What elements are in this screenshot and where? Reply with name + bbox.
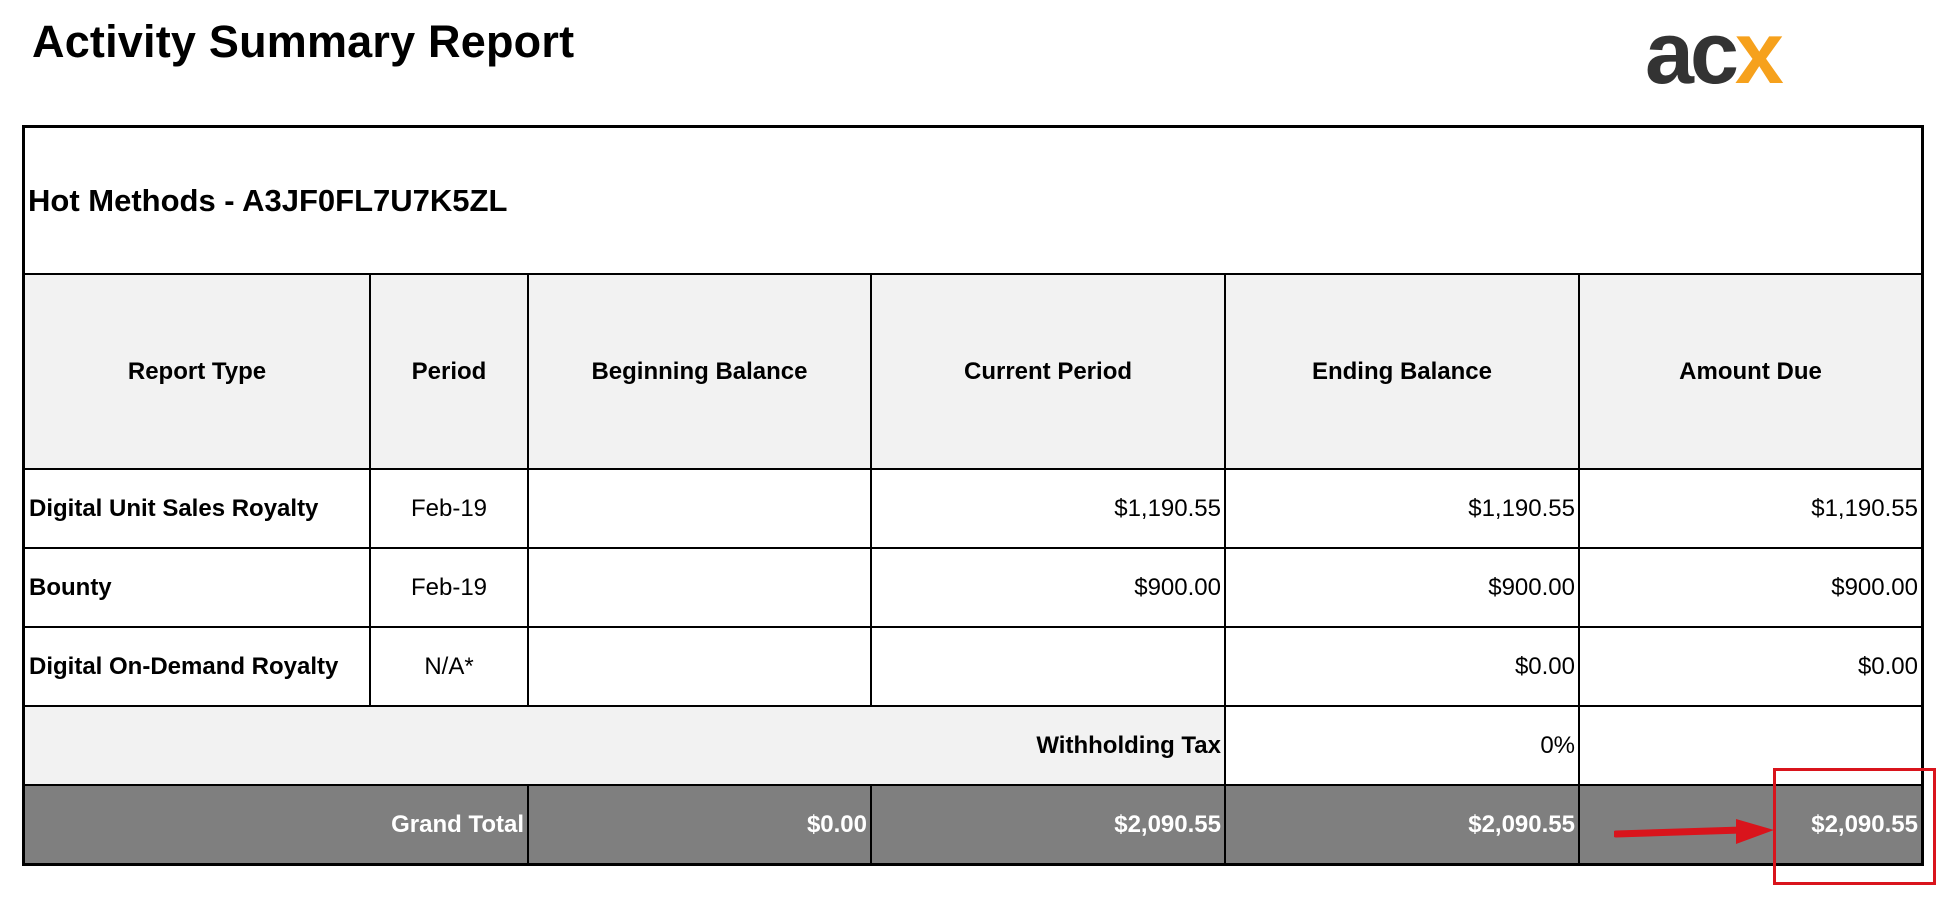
row-period: N/A* (370, 627, 528, 706)
row-due: $1,190.55 (1579, 469, 1923, 548)
grand-total-due: $2,090.55 (1579, 785, 1923, 865)
row-type: Digital On-Demand Royalty (24, 627, 371, 706)
row-current: $900.00 (871, 548, 1225, 627)
activity-summary-table (22, 125, 1924, 866)
row-due: $900.00 (1579, 548, 1923, 627)
row-due: $0.00 (1579, 627, 1923, 706)
table-row (24, 548, 1923, 627)
row-beginning (528, 469, 871, 548)
col-period: Period (370, 274, 528, 469)
col-current-period: Current Period (871, 274, 1225, 469)
withholding-tax-value: 0% (1225, 706, 1579, 785)
acx-logo (1640, 8, 1850, 98)
arrow-right-icon (1614, 818, 1776, 848)
amount-due-highlight (1773, 768, 1936, 885)
row-ending: $0.00 (1225, 627, 1579, 706)
account-heading: Hot Methods - A3JF0FL7U7K5ZL (24, 127, 1923, 275)
col-ending-balance: Ending Balance (1225, 274, 1579, 469)
row-type: Digital Unit Sales Royalty (24, 469, 371, 548)
col-report-type: Report Type (24, 274, 371, 469)
withholding-tax-label: Withholding Tax (24, 706, 1226, 785)
grand-total-label: Grand Total (24, 785, 529, 865)
table-row (24, 627, 1923, 706)
grand-total-ending: $2,090.55 (1225, 785, 1579, 865)
logo-text: acx (1645, 8, 1780, 98)
grand-total-current: $2,090.55 (871, 785, 1225, 865)
table-row (24, 469, 1923, 548)
row-beginning (528, 627, 871, 706)
row-period: Feb-19 (370, 469, 528, 548)
withholding-tax-row (24, 706, 1923, 785)
row-beginning (528, 548, 871, 627)
report-title: Activity Summary Report (32, 16, 575, 67)
row-period: Feb-19 (370, 548, 528, 627)
row-type: Bounty (24, 548, 371, 627)
row-ending: $1,190.55 (1225, 469, 1579, 548)
grand-total-beginning: $0.00 (528, 785, 871, 865)
row-ending: $900.00 (1225, 548, 1579, 627)
col-beginning-balance: Beginning Balance (528, 274, 871, 469)
row-current (871, 627, 1225, 706)
row-current: $1,190.55 (871, 469, 1225, 548)
col-amount-due: Amount Due (1579, 274, 1923, 469)
